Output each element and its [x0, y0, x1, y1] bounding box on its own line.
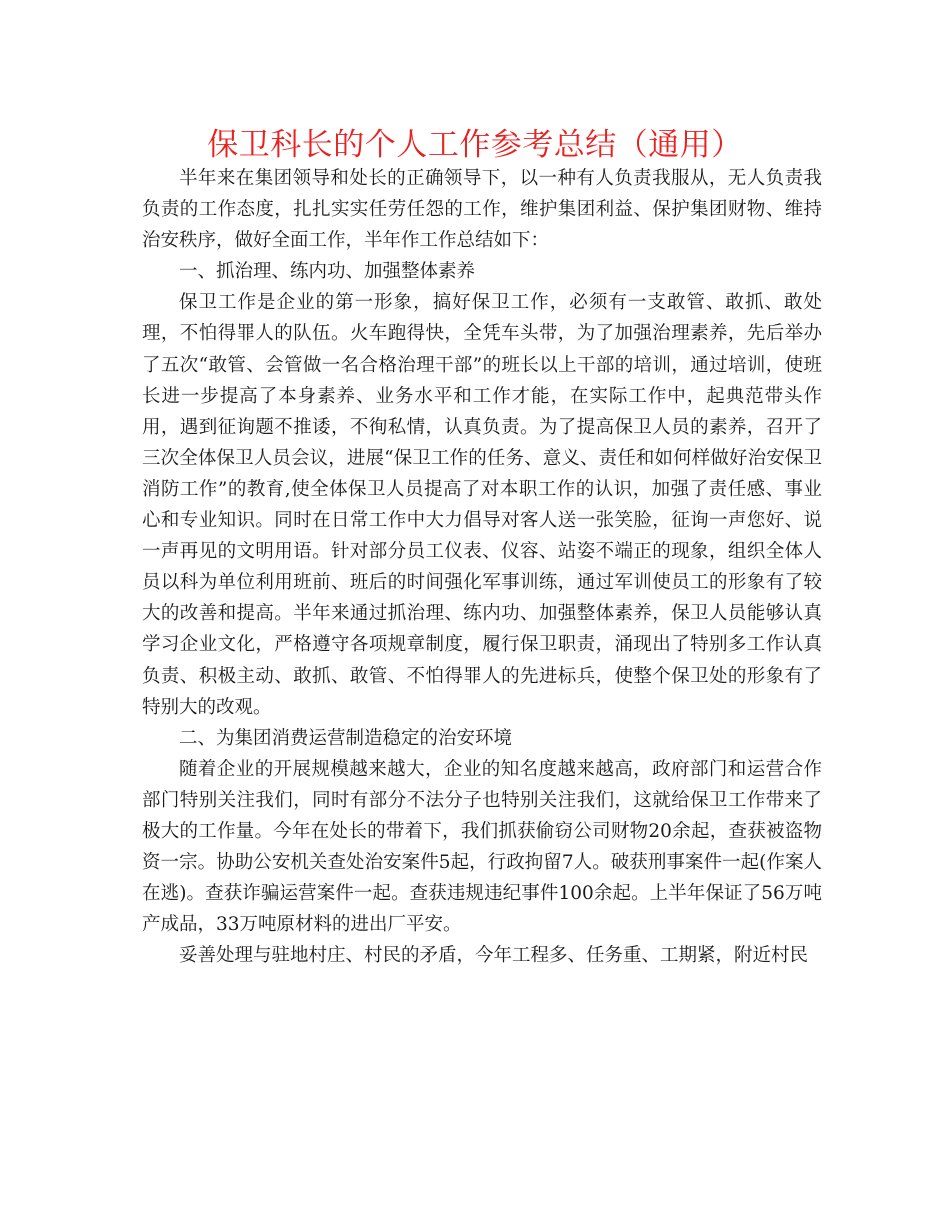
section-heading-2: 二、为集团消费运营制造稳定的治安环境: [179, 727, 513, 749]
paragraph-section-1: 保卫工作是企业的第一形象，搞好保卫工作，必须有一支敢管、敢抓、敢处理，不怕得罪人的队伍。火车跑得快，全凭车头带，为了加强治理素养，先后举办了五次“敢管、会管做一名合格治理干部”的班长以上干部的培训，通过培训，使班长进一步提高了本身素养、业务水平和工作才能，在实际工作中，起典范带头作用，遇到征询题不推诿，不徇私情，认真负责。为了提高保卫人员的素养，召开了三次全体保卫人员会议，进展“保卫工作的任务、意义、责任和如何样做好治安保卫消防工作”的教育,使全体保卫人员提高了对本职工作的认识，加强了责任感、事业心和专业知识。同时在日常工作中大力倡导对客人送一张笑脸，征询一声您好、说一声再见的文明用语。针对部分员工仪表、仪容、站姿不端正的现象，组织全体人员以科为单位利用班前、班后的时间强化军事训练，通过军训使员工的形象有了较大的改善和提高。半年来通过抓治理、练内功、加强整体素养，保卫人员能够认真学习企业文化，严格遵守各项规章制度，履行保卫职责，涌现出了特别多工作认真负责、积极主动、敢抓、敢管、不怕得罪人的先进标兵，使整个保卫处的形象有了特别大的改观。: [142, 292, 822, 718]
document-body: [142, 163, 822, 971]
paragraph-section-2: 随着企业的开展规模越来越大，企业的知名度越来越高，政府部门和运营合作部门特别关注我们，同时有部分不法分子也特别关注我们，这就给保卫工作带来了极大的工作量。今年在处长的带着下，我们抓获偷窃公司财物20余起，查获被盗物资一宗。协助公安机关查处治安案件5起，行政拘留7人。破获刑事案件一起(作案人在逃)。查获诈骗运营案件一起。查获违规违纪事件100余起。上半年保证了56万吨产成品，33万吨原材料的进出厂平安。: [142, 758, 822, 936]
document-title: 保卫科长的个人工作参考总结（通用）: [207, 127, 743, 163]
section-heading-1: 一、抓治理、练内功、加强整体素养: [179, 261, 476, 283]
paragraph-intro: 半年来在集团领导和处长的正确领导下，以一种有人负责我服从，无人负责我负责的工作态度，扎扎实实任劳任怨的工作，维护集团利益、保护集团财物、维持治安秩序，做好全面工作，半年作工作总结如下：: [142, 168, 822, 252]
paragraph-section-2-continued: 妥善处理与驻地村庄、村民的矛盾，今年工程多、任务重、工期紧，附近村民: [179, 945, 809, 967]
